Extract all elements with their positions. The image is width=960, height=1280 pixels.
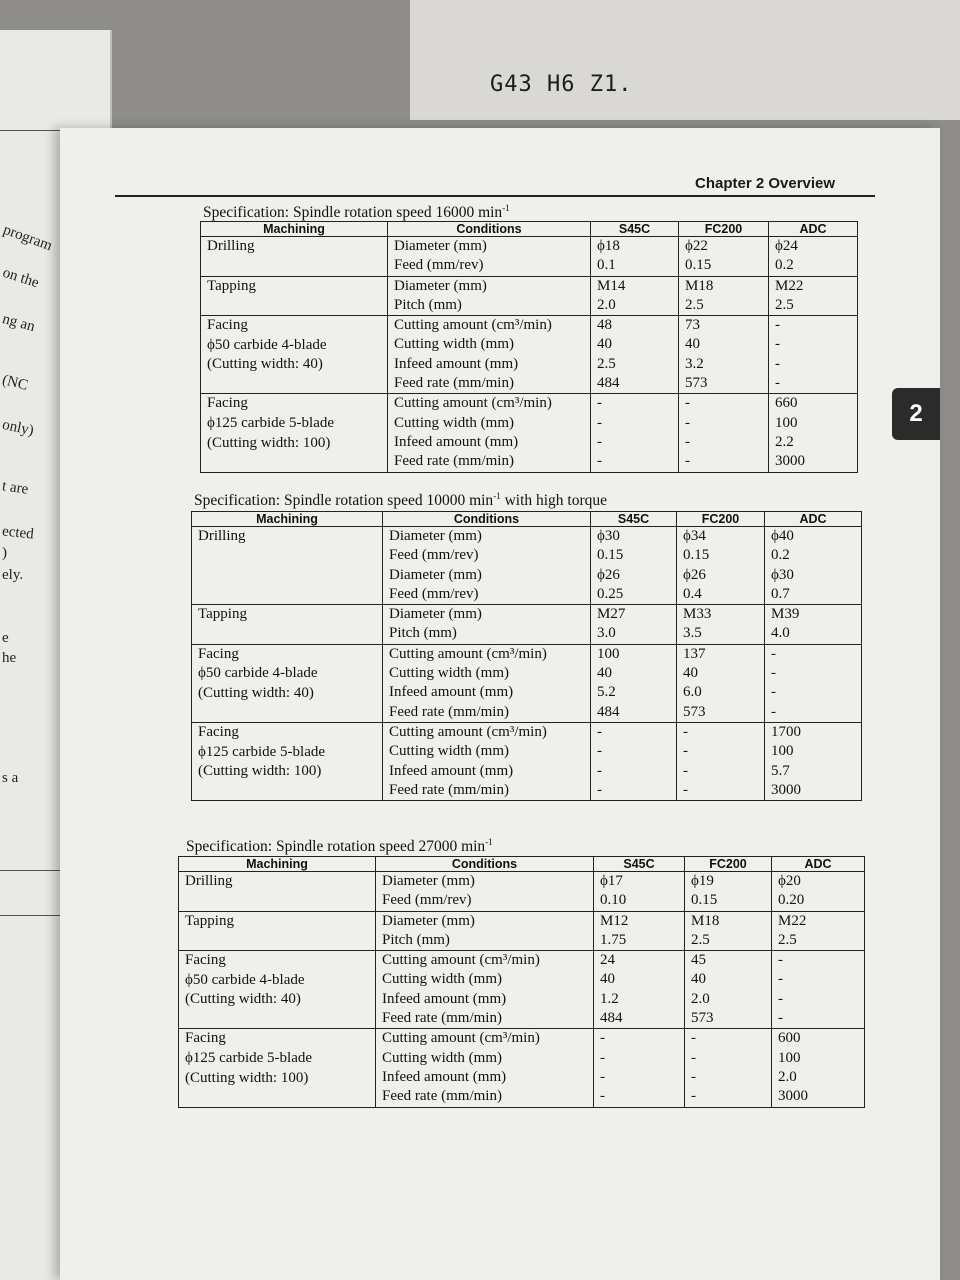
fc200-value-cell: - <box>679 452 769 472</box>
left-page-fragment: on the <box>0 264 41 292</box>
fc200-value-cell: 2.5 <box>685 931 772 951</box>
fc200-value-cell: - <box>677 742 765 761</box>
condition-cell: Cutting amount (cm³/min) <box>383 644 591 664</box>
machining-label: Facing <box>185 952 226 969</box>
table-row <box>201 237 858 257</box>
condition-cell: Diameter (mm) <box>388 276 591 296</box>
adc-value-cell: - <box>772 990 865 1009</box>
machining-label: ϕ50 carbide 4-blade <box>198 665 318 682</box>
s45c-value-cell: 1.2 <box>594 990 685 1009</box>
spec-title-text: Specification: Spindle rotation speed 10000 min <box>194 492 494 510</box>
condition-cell: Diameter (mm) <box>376 872 594 892</box>
s45c-value-cell: 0.25 <box>591 585 677 605</box>
fc200-value-cell: - <box>677 781 765 801</box>
s45c-value-cell: - <box>594 1029 685 1049</box>
adc-value-cell: 2.0 <box>772 1068 865 1087</box>
table-row <box>192 644 862 664</box>
left-page-fragment: s a <box>2 770 19 786</box>
s45c-value-cell: 40 <box>594 970 685 989</box>
condition-cell: Diameter (mm) <box>383 605 591 625</box>
s45c-value-cell: 24 <box>594 951 685 971</box>
header-rule <box>115 195 875 197</box>
condition-cell: Cutting width (mm) <box>388 414 591 433</box>
left-page-rule <box>0 870 60 871</box>
left-page-fragment: (NC <box>0 372 30 394</box>
adc-value-cell: - <box>772 1009 865 1029</box>
fc200-value-cell: 137 <box>677 644 765 664</box>
table-row <box>192 527 862 547</box>
column-header-s45c: S45C <box>591 222 679 237</box>
s45c-value-cell: 0.10 <box>594 891 685 911</box>
left-page-rule <box>0 130 60 131</box>
condition-cell: Infeed amount (mm) <box>376 1068 594 1087</box>
s45c-value-cell: ϕ18 <box>591 237 679 257</box>
column-header-conditions: Conditions <box>383 512 591 527</box>
condition-cell: Cutting amount (cm³/min) <box>376 1029 594 1049</box>
s45c-value-cell: - <box>591 742 677 761</box>
adc-value-cell: 2.5 <box>772 931 865 951</box>
s45c-value-cell: M12 <box>594 911 685 931</box>
fc200-value-cell: - <box>685 1049 772 1068</box>
condition-cell: Cutting amount (cm³/min) <box>383 722 591 742</box>
gcode-note: G43 H6 Z1. <box>490 72 633 97</box>
s45c-value-cell: 5.2 <box>591 683 677 702</box>
s45c-value-cell: - <box>591 762 677 781</box>
spec-title-16000 <box>203 203 510 222</box>
s45c-value-cell: 3.0 <box>591 624 677 644</box>
condition-cell: Infeed amount (mm) <box>388 355 591 374</box>
machining-label: Drilling <box>185 873 233 889</box>
machining-label: Tapping <box>198 606 247 623</box>
machining-cell <box>201 237 388 277</box>
adc-value-cell: - <box>765 703 862 723</box>
machining-cell <box>201 394 388 472</box>
column-header-fc200: FC200 <box>685 857 772 872</box>
left-page-fragment: ng an <box>0 311 37 336</box>
adc-value-cell: M22 <box>769 276 858 296</box>
adc-value-cell: 0.7 <box>765 585 862 605</box>
machining-label: (Cutting width: 100) <box>185 1069 309 1086</box>
adc-value-cell: ϕ20 <box>772 872 865 892</box>
table-header-row <box>179 857 865 872</box>
condition-cell: Diameter (mm) <box>388 237 591 257</box>
condition-cell: Cutting width (mm) <box>388 335 591 354</box>
machining-label: ϕ125 carbide 5-blade <box>198 743 326 760</box>
adc-value-cell: 1700 <box>765 722 862 742</box>
fc200-value-cell: - <box>679 394 769 414</box>
machining-cell <box>201 316 388 394</box>
table-row <box>179 872 865 892</box>
left-page-fragment: ected <box>1 523 35 543</box>
column-header-fc200: FC200 <box>679 222 769 237</box>
left-page-fragment: t are <box>1 478 30 498</box>
condition-cell: Feed rate (mm/min) <box>383 703 591 723</box>
adc-value-cell: ϕ24 <box>769 237 858 257</box>
fc200-value-cell: 0.4 <box>677 585 765 605</box>
spec-title-sup: -1 <box>493 491 501 501</box>
condition-cell: Feed rate (mm/min) <box>376 1087 594 1107</box>
machining-label: ϕ125 carbide 5-blade <box>185 1049 313 1066</box>
fc200-value-cell: ϕ34 <box>677 527 765 547</box>
adc-value-cell: - <box>769 374 858 394</box>
machining-cell <box>179 911 376 951</box>
column-header-machining: Machining <box>179 857 376 872</box>
spec-title-text: Specification: Spindle rotation speed 27000 min <box>186 838 486 856</box>
machining-label: Facing <box>198 723 239 740</box>
adc-value-cell: 5.7 <box>765 762 862 781</box>
adc-value-cell: 2.2 <box>769 433 858 452</box>
condition-cell: Cutting amount (cm³/min) <box>388 394 591 414</box>
fc200-value-cell: 73 <box>679 316 769 336</box>
condition-cell: Infeed amount (mm) <box>383 762 591 781</box>
s45c-value-cell: - <box>594 1068 685 1087</box>
left-page-fragment: ely. <box>2 567 24 583</box>
table-header-row <box>201 222 858 237</box>
s45c-value-cell: ϕ17 <box>594 872 685 892</box>
adc-value-cell: - <box>765 683 862 702</box>
condition-cell: Cutting width (mm) <box>376 970 594 989</box>
machining-label: Drilling <box>198 528 246 544</box>
condition-cell: Cutting amount (cm³/min) <box>388 316 591 336</box>
fc200-value-cell: - <box>679 433 769 452</box>
fc200-value-cell: 40 <box>677 664 765 683</box>
spec-title-sup: -1 <box>485 837 493 847</box>
adc-value-cell: - <box>772 970 865 989</box>
condition-cell: Feed (mm/rev) <box>388 256 591 276</box>
table-row <box>192 722 862 742</box>
column-header-adc: ADC <box>769 222 858 237</box>
fc200-value-cell: 573 <box>679 374 769 394</box>
fc200-value-cell: - <box>685 1068 772 1087</box>
adc-value-cell: 3000 <box>765 781 862 801</box>
fc200-value-cell: 573 <box>677 703 765 723</box>
s45c-value-cell: ϕ30 <box>591 527 677 547</box>
adc-value-cell: - <box>765 664 862 683</box>
machining-cell <box>192 527 383 605</box>
fc200-value-cell: - <box>677 722 765 742</box>
left-page-fragment: program <box>0 221 55 255</box>
column-header-s45c: S45C <box>594 857 685 872</box>
table-row <box>201 316 858 336</box>
adc-value-cell: 0.20 <box>772 891 865 911</box>
machining-cell <box>192 644 383 722</box>
s45c-value-cell: 48 <box>591 316 679 336</box>
condition-cell: Diameter (mm) <box>376 911 594 931</box>
fc200-value-cell: ϕ19 <box>685 872 772 892</box>
s45c-value-cell: 0.15 <box>591 546 677 565</box>
fc200-value-cell: 2.0 <box>685 990 772 1009</box>
fc200-value-cell: 40 <box>685 970 772 989</box>
table-row <box>179 911 865 931</box>
condition-cell: Feed rate (mm/min) <box>383 781 591 801</box>
condition-cell: Diameter (mm) <box>383 527 591 547</box>
spec-title-suffix: with high torque <box>500 492 608 510</box>
adc-value-cell: ϕ30 <box>765 566 862 585</box>
adc-value-cell: ϕ40 <box>765 527 862 547</box>
left-page-fragment: e <box>2 630 9 646</box>
background-paper-sheet <box>410 0 960 120</box>
fc200-value-cell: M18 <box>679 276 769 296</box>
fc200-value-cell: 3.5 <box>677 624 765 644</box>
machining-label: (Cutting width: 40) <box>185 991 301 1008</box>
s45c-value-cell: - <box>591 452 679 472</box>
spec-title-10000 <box>194 491 607 510</box>
adc-value-cell: 3000 <box>769 452 858 472</box>
adc-value-cell: - <box>769 316 858 336</box>
s45c-value-cell: - <box>594 1049 685 1068</box>
machining-cell <box>201 276 388 316</box>
fc200-value-cell: ϕ22 <box>679 237 769 257</box>
condition-cell: Cutting width (mm) <box>383 742 591 761</box>
condition-cell: Pitch (mm) <box>383 624 591 644</box>
column-header-conditions: Conditions <box>376 857 594 872</box>
machining-cell <box>179 951 376 1029</box>
column-header-adc: ADC <box>765 512 862 527</box>
s45c-value-cell: M27 <box>591 605 677 625</box>
fc200-value-cell: 0.15 <box>679 256 769 276</box>
condition-cell: Pitch (mm) <box>376 931 594 951</box>
condition-cell: Feed rate (mm/min) <box>376 1009 594 1029</box>
machining-cell <box>179 1029 376 1107</box>
table-row <box>179 951 865 971</box>
machining-label: ϕ125 carbide 5-blade <box>207 414 335 431</box>
fc200-value-cell: 3.2 <box>679 355 769 374</box>
left-page-fragment: ) <box>2 545 7 561</box>
fc200-value-cell: 0.15 <box>677 546 765 565</box>
fc200-value-cell: 573 <box>685 1009 772 1029</box>
adc-value-cell: 0.2 <box>765 546 862 565</box>
machining-label: Tapping <box>185 912 234 929</box>
condition-cell: Feed (mm/rev) <box>376 891 594 911</box>
table-row <box>179 1029 865 1049</box>
condition-cell: Pitch (mm) <box>388 296 591 316</box>
machining-label: Facing <box>198 645 239 662</box>
left-page-fragment: only) <box>0 416 36 440</box>
table-row <box>201 394 858 414</box>
condition-cell: Infeed amount (mm) <box>388 433 591 452</box>
s45c-value-cell: - <box>594 1087 685 1107</box>
s45c-value-cell: - <box>591 433 679 452</box>
fc200-value-cell: - <box>685 1087 772 1107</box>
fc200-value-cell: - <box>677 762 765 781</box>
fc200-value-cell: 0.15 <box>685 891 772 911</box>
condition-cell: Feed rate (mm/min) <box>388 452 591 472</box>
spec-table-16000 <box>200 221 858 473</box>
condition-cell: Cutting amount (cm³/min) <box>376 951 594 971</box>
s45c-value-cell: 484 <box>591 703 677 723</box>
column-header-machining: Machining <box>201 222 388 237</box>
adc-value-cell: 100 <box>765 742 862 761</box>
s45c-value-cell: 2.0 <box>591 296 679 316</box>
machining-label: ϕ50 carbide 4-blade <box>207 336 327 353</box>
s45c-value-cell: - <box>591 414 679 433</box>
s45c-value-cell: 1.75 <box>594 931 685 951</box>
spec-title-text: Specification: Spindle rotation speed 16000 min <box>203 204 503 222</box>
chapter-title: Chapter 2 Overview <box>695 175 836 192</box>
machining-label: ϕ50 carbide 4-blade <box>185 971 305 988</box>
s45c-value-cell: - <box>591 722 677 742</box>
s45c-value-cell: - <box>591 781 677 801</box>
s45c-value-cell: M14 <box>591 276 679 296</box>
machining-label: (Cutting width: 40) <box>207 356 323 373</box>
spec-title-27000 <box>186 837 493 856</box>
s45c-value-cell: ϕ26 <box>591 566 677 585</box>
adc-value-cell: 600 <box>772 1029 865 1049</box>
adc-value-cell: 660 <box>769 394 858 414</box>
table-row <box>192 605 862 625</box>
column-header-adc: ADC <box>772 857 865 872</box>
adc-value-cell: 100 <box>772 1049 865 1068</box>
column-header-s45c: S45C <box>591 512 677 527</box>
machining-label: Drilling <box>207 238 255 254</box>
column-header-machining: Machining <box>192 512 383 527</box>
adc-value-cell: 0.2 <box>769 256 858 276</box>
fc200-value-cell: 45 <box>685 951 772 971</box>
column-header-conditions: Conditions <box>388 222 591 237</box>
s45c-value-cell: 484 <box>594 1009 685 1029</box>
condition-cell: Diameter (mm) <box>383 566 591 585</box>
left-page-fragment: he <box>2 650 17 666</box>
adc-value-cell: 3000 <box>772 1087 865 1107</box>
adc-value-cell: - <box>769 335 858 354</box>
adc-value-cell: - <box>772 951 865 971</box>
fc200-value-cell: - <box>679 414 769 433</box>
adc-value-cell: - <box>765 644 862 664</box>
fc200-value-cell: M33 <box>677 605 765 625</box>
condition-cell: Infeed amount (mm) <box>376 990 594 1009</box>
machining-cell <box>192 722 383 800</box>
s45c-value-cell: 40 <box>591 335 679 354</box>
adc-value-cell: M39 <box>765 605 862 625</box>
condition-cell: Cutting width (mm) <box>376 1049 594 1068</box>
adc-value-cell: 4.0 <box>765 624 862 644</box>
condition-cell: Feed rate (mm/min) <box>388 374 591 394</box>
condition-cell: Feed (mm/rev) <box>383 546 591 565</box>
spec-table-27000 <box>178 856 865 1108</box>
machining-label: Facing <box>185 1030 226 1047</box>
fc200-value-cell: M18 <box>685 911 772 931</box>
machining-label: Facing <box>207 395 248 412</box>
s45c-value-cell: - <box>591 394 679 414</box>
adc-value-cell: - <box>769 355 858 374</box>
s45c-value-cell: 0.1 <box>591 256 679 276</box>
machining-label: (Cutting width: 100) <box>198 763 322 780</box>
s45c-value-cell: 2.5 <box>591 355 679 374</box>
adc-value-cell: M22 <box>772 911 865 931</box>
s45c-value-cell: 40 <box>591 664 677 683</box>
machining-cell <box>179 872 376 912</box>
machining-label: (Cutting width: 100) <box>207 434 331 451</box>
spec-table-10000 <box>191 511 862 801</box>
condition-cell: Cutting width (mm) <box>383 664 591 683</box>
s45c-value-cell: 484 <box>591 374 679 394</box>
machining-label: Facing <box>207 317 248 334</box>
column-header-fc200: FC200 <box>677 512 765 527</box>
machining-cell <box>192 605 383 645</box>
s45c-value-cell: 100 <box>591 644 677 664</box>
spec-title-sup: -1 <box>502 203 510 213</box>
condition-cell: Feed (mm/rev) <box>383 585 591 605</box>
chapter-tab: 2 <box>892 388 940 440</box>
fc200-value-cell: 2.5 <box>679 296 769 316</box>
fc200-value-cell: 40 <box>679 335 769 354</box>
fc200-value-cell: - <box>685 1029 772 1049</box>
left-page-rule <box>0 915 60 916</box>
fc200-value-cell: 6.0 <box>677 683 765 702</box>
machining-label: (Cutting width: 40) <box>198 684 314 701</box>
machining-label: Tapping <box>207 277 256 294</box>
fc200-value-cell: ϕ26 <box>677 566 765 585</box>
table-row <box>201 276 858 296</box>
condition-cell: Infeed amount (mm) <box>383 683 591 702</box>
adc-value-cell: 100 <box>769 414 858 433</box>
adc-value-cell: 2.5 <box>769 296 858 316</box>
table-header-row <box>192 512 862 527</box>
